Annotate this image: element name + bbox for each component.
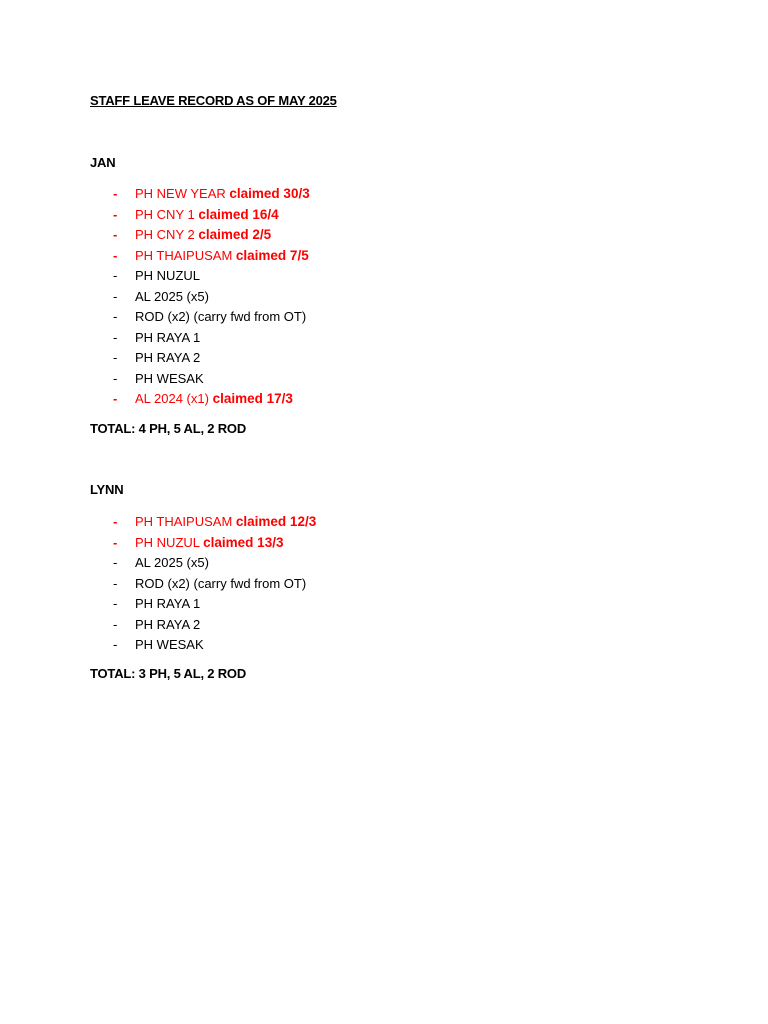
claimed-note: claimed 13/3 [203, 534, 284, 550]
list-item-dash: - [113, 268, 118, 283]
list-item-text [135, 307, 306, 328]
list-item-text [135, 225, 271, 246]
total-lynn: TOTAL: 3 PH, 5 AL, 2 ROD [90, 666, 247, 681]
list-item-dash: - [113, 391, 118, 406]
list-item-text [135, 328, 200, 349]
leave-label: AL 2024 (x1) [135, 391, 209, 406]
leave-label: PH THAIPUSAM [135, 514, 233, 529]
list-item-dash: - [113, 247, 118, 263]
document-title: STAFF LEAVE RECORD AS OF MAY 2025 [90, 93, 337, 108]
claimed-note: claimed 30/3 [229, 186, 310, 201]
list-item-dash: - [113, 288, 118, 304]
list-item-text [135, 184, 310, 205]
list-item-text [135, 369, 204, 390]
leave-label: PH NUZUL [135, 534, 200, 550]
total-jan: TOTAL: 4 PH, 5 AL, 2 ROD [90, 421, 247, 436]
list-item-dash: - [113, 514, 118, 529]
leave-label: PH NEW YEAR [135, 186, 226, 201]
list-item-text [135, 512, 316, 533]
list-item-dash: - [113, 555, 118, 570]
list-item-dash: - [113, 370, 118, 386]
claimed-note: claimed 7/5 [235, 247, 309, 263]
claimed-note: claimed 17/3 [212, 391, 293, 406]
list-item-dash: - [113, 534, 118, 550]
list-item-text [135, 553, 209, 574]
list-item-dash: - [113, 329, 118, 345]
list-item-dash: - [113, 350, 118, 365]
list-item-text [135, 287, 209, 308]
list-item-text [135, 615, 200, 636]
list-item-dash: - [113, 575, 118, 591]
list-item-dash: - [113, 206, 118, 222]
list-item-text [135, 574, 306, 595]
claimed-note: claimed 12/3 [235, 514, 317, 529]
leave-label: PH CNY 2 [135, 227, 195, 242]
leave-label: PH THAIPUSAM [135, 247, 233, 263]
leave-label: PH RAYA 2 [135, 350, 201, 365]
list-item-dash: - [113, 637, 118, 652]
leave-label: PH NUZUL [135, 268, 201, 283]
leave-label: AL 2025 (x5) [135, 555, 209, 570]
list-item-dash: - [113, 616, 118, 632]
list-item-text [135, 635, 204, 656]
list-item-text [135, 348, 200, 369]
leave-label: ROD (x2) (carry fwd from OT) [135, 309, 307, 324]
leave-label: PH WESAK [135, 637, 204, 652]
list-item-text [135, 533, 283, 554]
list-item-dash: - [113, 227, 118, 242]
leave-label: PH CNY 1 [135, 206, 195, 222]
section-name-lynn: LYNN [90, 482, 124, 497]
list-item-text [135, 205, 279, 226]
claimed-note: claimed 16/4 [198, 206, 279, 222]
leave-label: ROD (x2) (carry fwd from OT) [135, 575, 307, 591]
leave-label: AL 2025 (x5) [135, 288, 209, 304]
list-item-dash: - [113, 309, 118, 324]
leave-label: PH RAYA 2 [135, 616, 201, 632]
section-name-jan: JAN [90, 155, 116, 170]
leave-label: PH WESAK [135, 370, 204, 386]
list-item-dash: - [113, 596, 118, 611]
list-item-text [135, 266, 200, 287]
list-item-text [135, 389, 293, 410]
leave-label: PH RAYA 1 [135, 329, 201, 345]
leave-label: PH RAYA 1 [135, 596, 201, 611]
list-item-text [135, 594, 200, 615]
claimed-note: claimed 2/5 [198, 227, 272, 242]
list-item-text [135, 246, 309, 267]
list-item-dash: - [113, 186, 118, 201]
